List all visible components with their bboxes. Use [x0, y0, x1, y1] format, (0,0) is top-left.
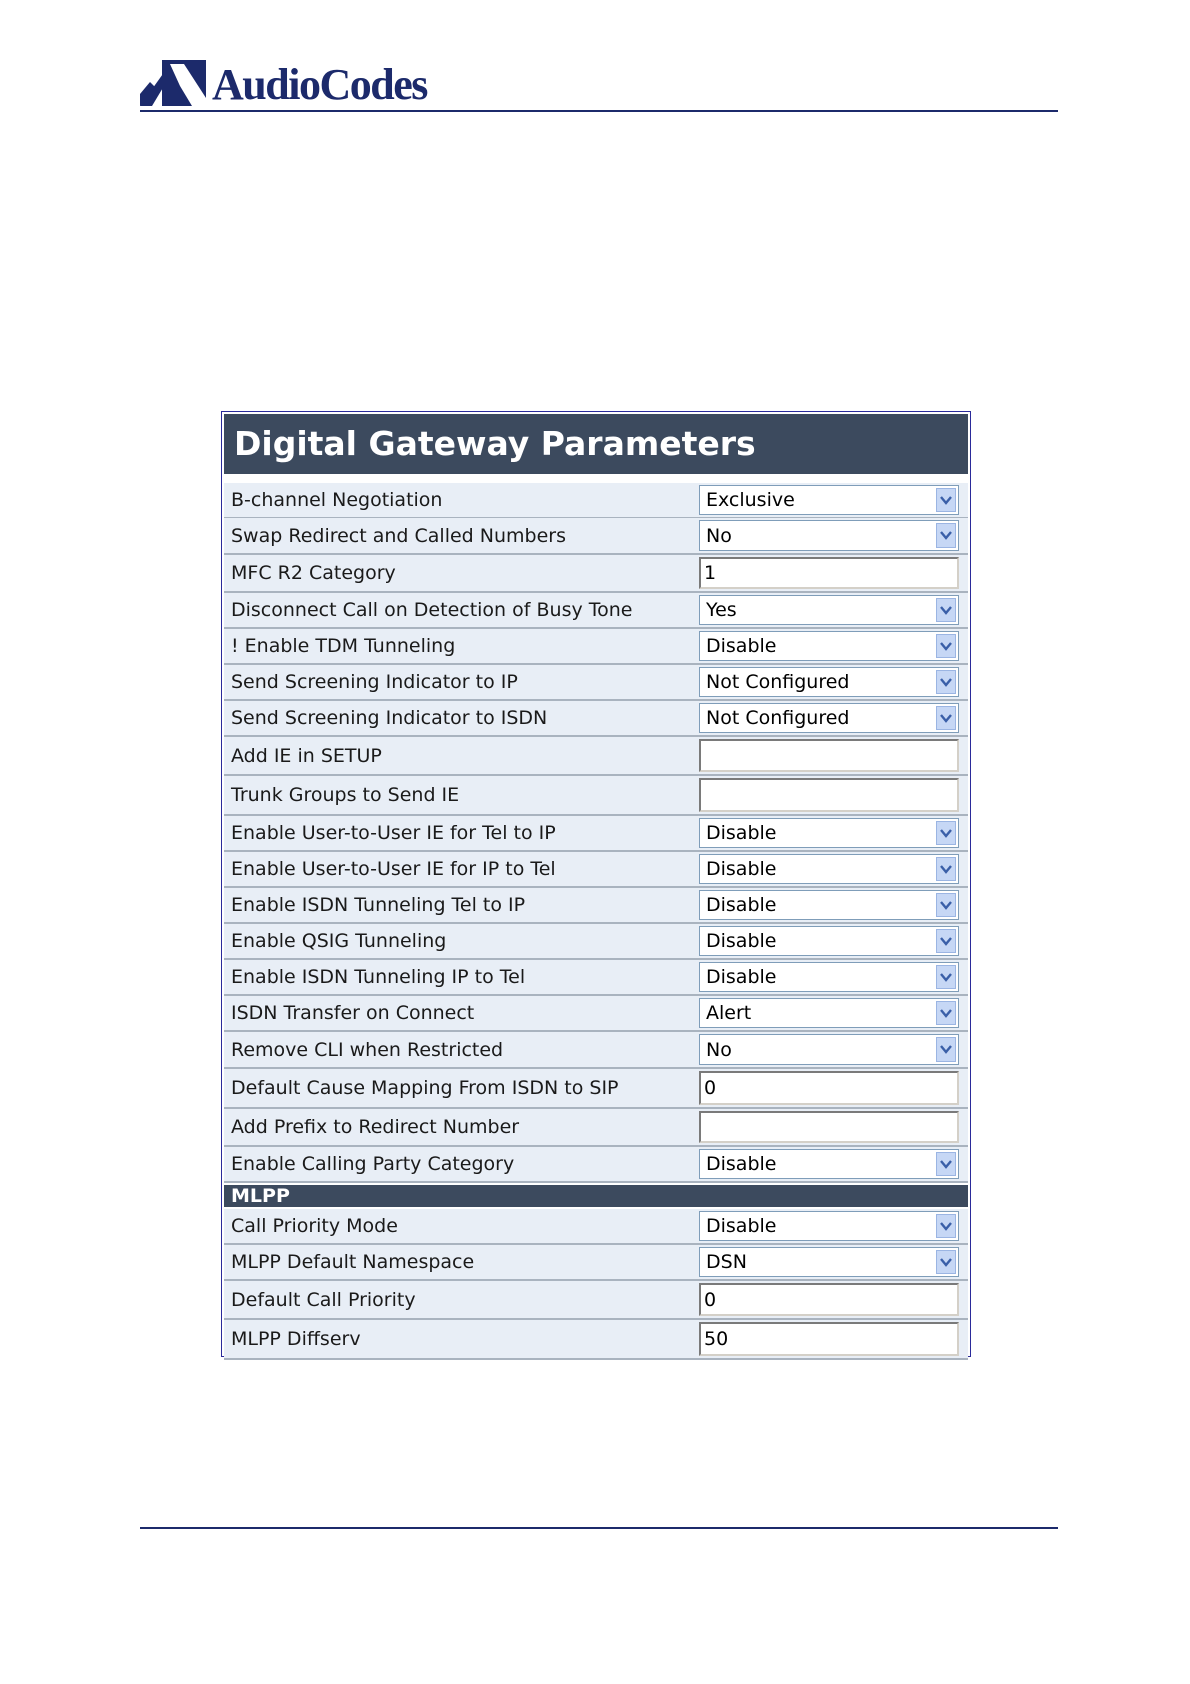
- parameter-select[interactable]: [699, 520, 959, 551]
- parameter-text-input[interactable]: [699, 1322, 959, 1356]
- parameter-label: B-channel Negotiation: [231, 489, 443, 511]
- parameter-label: Enable ISDN Tunneling Tel to IP: [231, 894, 526, 916]
- select-value: Disable: [706, 966, 777, 988]
- parameter-row: [224, 1320, 968, 1360]
- footer-rule: [140, 1527, 1058, 1529]
- parameter-label: MLPP Default Namespace: [231, 1251, 475, 1273]
- parameter-label: ISDN Transfer on Connect: [231, 1002, 475, 1024]
- parameter-select[interactable]: [699, 485, 959, 515]
- select-value: Yes: [706, 599, 737, 621]
- parameter-row: [224, 888, 968, 924]
- parameter-row: [224, 924, 968, 960]
- chevron-down-icon-glyph: [940, 1009, 952, 1018]
- parameter-select[interactable]: [699, 595, 959, 625]
- chevron-down-icon-glyph: [940, 714, 952, 723]
- parameter-row: [224, 737, 968, 776]
- select-value: Alert: [706, 1002, 752, 1024]
- parameter-label: Swap Redirect and Called Numbers: [231, 524, 567, 547]
- chevron-down-icon-glyph: [940, 1258, 952, 1267]
- select-value: Disable: [706, 1215, 777, 1237]
- parameter-text-input[interactable]: [699, 1283, 959, 1316]
- parameter-label: Default Cause Mapping From ISDN to SIP: [231, 1077, 619, 1099]
- chevron-down-icon[interactable]: [936, 1001, 956, 1025]
- parameter-label: MLPP Diffserv: [231, 1328, 361, 1350]
- parameter-text-input[interactable]: [699, 1111, 959, 1143]
- chevron-down-icon[interactable]: [936, 523, 956, 548]
- select-value: Disable: [706, 822, 777, 844]
- chevron-down-icon[interactable]: [936, 1214, 956, 1238]
- parameter-text-input[interactable]: [699, 739, 959, 772]
- parameter-text-input[interactable]: [699, 557, 959, 589]
- parameter-label: Enable QSIG Tunneling: [231, 930, 447, 952]
- parameter-label: Add Prefix to Redirect Number: [231, 1116, 520, 1138]
- audiocodes-logo-icon: [140, 58, 208, 108]
- chevron-down-icon-glyph: [940, 865, 952, 874]
- parameter-row: [224, 996, 968, 1032]
- parameter-text-input[interactable]: [699, 1071, 959, 1105]
- parameter-select[interactable]: [699, 962, 959, 992]
- parameter-label: ! Enable TDM Tunneling: [231, 635, 456, 657]
- chevron-down-icon[interactable]: [936, 598, 956, 622]
- parameter-select[interactable]: [699, 926, 959, 956]
- select-value: Disable: [706, 894, 777, 916]
- chevron-down-icon-glyph: [940, 1222, 952, 1231]
- parameter-row: [224, 555, 968, 593]
- chevron-down-icon-glyph: [940, 973, 952, 982]
- select-value: Exclusive: [706, 489, 795, 511]
- parameter-select[interactable]: [699, 667, 959, 697]
- chevron-down-icon-glyph: [940, 642, 952, 651]
- chevron-down-icon[interactable]: [936, 488, 956, 512]
- parameter-label: Send Screening Indicator to IP: [231, 671, 518, 693]
- parameter-label: Enable ISDN Tunneling IP to Tel: [231, 966, 526, 988]
- parameter-label: Enable User-to-User IE for IP to Tel: [231, 858, 556, 880]
- parameter-label: Default Call Priority: [231, 1288, 416, 1311]
- chevron-down-icon-glyph: [940, 531, 952, 540]
- parameter-row: [224, 593, 968, 629]
- parameter-row: [224, 1147, 968, 1183]
- chevron-down-icon-glyph: [940, 901, 952, 910]
- chevron-down-icon[interactable]: [936, 1152, 956, 1176]
- parameter-row: [224, 816, 968, 852]
- parameter-select[interactable]: [699, 1034, 959, 1065]
- section-header-mlpp: MLPP: [224, 1185, 968, 1207]
- panel-title: Digital Gateway Parameters: [224, 414, 968, 474]
- chevron-down-icon-glyph: [940, 829, 952, 838]
- chevron-down-icon[interactable]: [936, 821, 956, 845]
- parameter-row: [224, 852, 968, 888]
- parameter-row: [224, 1109, 968, 1147]
- digital-gateway-parameters-panel: [221, 411, 971, 1357]
- chevron-down-icon-glyph: [940, 937, 952, 946]
- chevron-down-icon[interactable]: [936, 1037, 956, 1062]
- parameter-label: Trunk Groups to Send IE: [231, 784, 460, 806]
- parameter-row: [224, 629, 968, 665]
- chevron-down-icon[interactable]: [936, 893, 956, 917]
- input-value: 0: [704, 1077, 717, 1099]
- parameter-row: [224, 1281, 968, 1320]
- parameter-row: [224, 701, 968, 737]
- parameter-select[interactable]: [699, 854, 959, 884]
- parameter-label: MFC R2 Category: [231, 562, 396, 584]
- chevron-down-icon[interactable]: [936, 857, 956, 881]
- parameter-select[interactable]: [699, 631, 959, 661]
- parameter-label: Send Screening Indicator to ISDN: [231, 707, 548, 729]
- parameter-label: Disconnect Call on Detection of Busy Tone: [231, 599, 633, 621]
- input-value: 50: [704, 1328, 729, 1350]
- parameter-select[interactable]: [699, 1149, 959, 1179]
- parameter-row: [224, 1209, 968, 1245]
- select-value: Disable: [706, 858, 777, 880]
- input-value: 0: [704, 1288, 717, 1311]
- parameter-label: Call Priority Mode: [231, 1215, 398, 1237]
- parameter-label: Enable Calling Party Category: [231, 1153, 515, 1175]
- parameter-row: [224, 483, 968, 519]
- parameter-row: [224, 776, 968, 816]
- chevron-down-icon-glyph: [940, 678, 952, 687]
- brand-name: AudioCodes: [212, 60, 427, 109]
- parameter-select[interactable]: [699, 890, 959, 920]
- chevron-down-icon[interactable]: [936, 929, 956, 953]
- chevron-down-icon[interactable]: [936, 1250, 956, 1274]
- parameter-row: [224, 1245, 968, 1281]
- select-value: Disable: [706, 635, 777, 657]
- input-value: 1: [704, 562, 717, 584]
- chevron-down-icon-glyph: [940, 606, 952, 615]
- parameter-text-input[interactable]: [699, 778, 959, 812]
- header-rule: [140, 110, 1058, 112]
- parameter-select[interactable]: [699, 703, 959, 733]
- chevron-down-icon-glyph: [940, 1045, 952, 1054]
- parameter-row: [224, 665, 968, 701]
- parameter-select[interactable]: [699, 818, 959, 848]
- parameter-select[interactable]: [699, 1211, 959, 1241]
- select-value: DSN: [706, 1251, 747, 1273]
- parameter-label: Add IE in SETUP: [231, 744, 382, 767]
- chevron-down-icon[interactable]: [936, 670, 956, 694]
- parameter-row: [224, 1032, 968, 1069]
- select-value: No: [706, 524, 732, 547]
- chevron-down-icon[interactable]: [936, 706, 956, 730]
- select-value: No: [706, 1038, 732, 1061]
- select-value: Disable: [706, 930, 777, 952]
- select-value: Disable: [706, 1153, 777, 1175]
- parameter-select[interactable]: [699, 1247, 959, 1277]
- chevron-down-icon-glyph: [940, 496, 952, 505]
- parameter-label: Remove CLI when Restricted: [231, 1038, 504, 1061]
- chevron-down-icon[interactable]: [936, 634, 956, 658]
- audiocodes-logo: [140, 54, 427, 108]
- select-value: Not Configured: [706, 707, 850, 729]
- parameter-row: [224, 518, 968, 555]
- chevron-down-icon[interactable]: [936, 965, 956, 989]
- parameter-label: Enable User-to-User IE for Tel to IP: [231, 822, 556, 844]
- parameter-row: [224, 1069, 968, 1109]
- parameter-select[interactable]: [699, 998, 959, 1028]
- chevron-down-icon-glyph: [940, 1160, 952, 1169]
- select-value: Not Configured: [706, 671, 850, 693]
- parameter-row: [224, 960, 968, 996]
